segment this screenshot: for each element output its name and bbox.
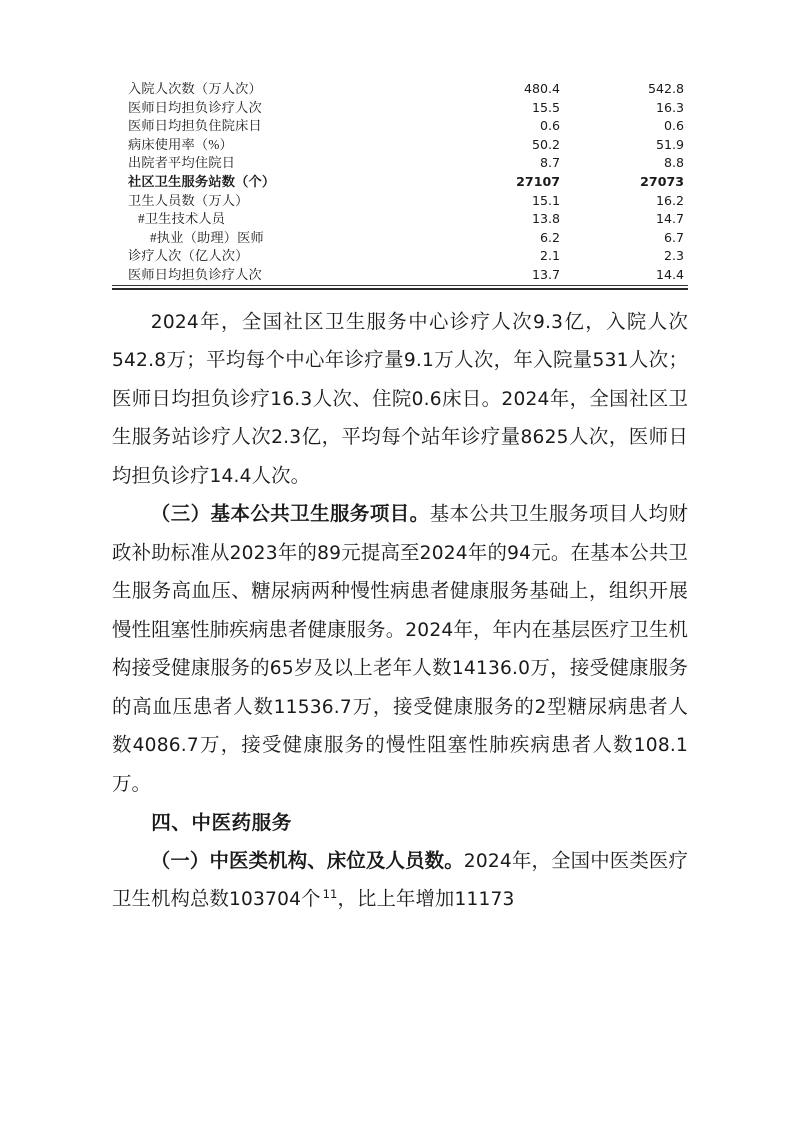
table-cell-value-col2: 16.3 — [655, 99, 684, 115]
inline-text: 万，接受健康服务的高血压患者人数 — [112, 658, 688, 718]
table-cell-value-col2: 542.8 — [647, 81, 684, 96]
inline-text: 年，年内在基层医疗卫生机构接受健康服务的 — [112, 619, 688, 680]
table-cell-value-col1: 13.7 — [440, 266, 566, 285]
inline-text: 岁及以上老年人数 — [293, 658, 452, 680]
inline-text: 人次、住院 — [312, 388, 412, 410]
table-cell-value-col2: 14.7 — [655, 211, 684, 227]
inline-number: 2024 — [405, 619, 454, 641]
table-row — [112, 210, 688, 229]
inline-text: 人次，医师日均担负诊疗 — [112, 427, 688, 487]
inline-text: 元提高至 — [341, 542, 420, 564]
table-row — [112, 173, 688, 192]
table-cell-value-col2: 8.8 — [663, 155, 684, 171]
inline-number: 2023 — [229, 542, 278, 564]
inline-text: 万；平均每个中心年诊疗量 — [166, 350, 404, 372]
table-row — [112, 154, 688, 173]
table-cell-value-col1: 50.2 — [531, 136, 560, 152]
inline-text: 个 — [301, 889, 321, 911]
table-cell-value-col1: 0.6 — [539, 118, 560, 134]
paragraph-community-health-stats — [112, 304, 688, 497]
inline-text: 万，接受健康服务的慢性阻塞性肺疾病患者人数 — [198, 735, 634, 757]
inline-number: 542.8 — [112, 350, 167, 372]
inline-text: 年，全国社区卫生服务站诊疗人次 — [112, 388, 688, 449]
inline-text: 年，全国中医类医疗卫生机构总数 — [112, 850, 688, 911]
inline-number: 4086.7 — [132, 735, 199, 757]
inline-text: 年，全国社区卫生服务中心诊疗人次 — [198, 311, 534, 333]
inline-text: 元。在基本公共卫生服务高血压、糖尿病两种慢性病患者健康服务基础上，组织开展慢性阻塞性肺疾病患者健康服务。 — [112, 542, 689, 641]
inline-text: ，比上年增加 — [337, 889, 455, 911]
table-cell-label: #执业（助理）医师 — [150, 229, 264, 245]
table-cell-value-col2: 6.7 — [663, 229, 684, 245]
inline-text: 万，接受健康服务的 — [351, 696, 535, 718]
table-row — [112, 80, 688, 99]
inline-number: 14.4 — [209, 465, 252, 487]
table-cell-label: #卫生技术人员 — [138, 211, 226, 227]
table-cell-value-col2: 2.3 — [663, 248, 684, 264]
table-row — [112, 99, 688, 118]
table-cell-value-col2: 16.2 — [655, 192, 684, 208]
paragraph-basic-public-health-services — [112, 496, 688, 804]
inline-number: 11173 — [454, 889, 515, 911]
inline-number: 103704 — [228, 889, 302, 911]
inline-number: 2024 — [419, 542, 468, 564]
table-row — [112, 192, 688, 211]
table-cell-value-col2: 0.6 — [663, 118, 684, 134]
table-row — [112, 136, 688, 155]
table-cell-value-col1: 8.7 — [539, 155, 560, 171]
inline-number: 2 — [534, 696, 547, 718]
page-content — [112, 80, 688, 920]
table-cell-value-col1: 480.4 — [523, 81, 560, 96]
table-cell-label: 医师日均担负住院床日 — [128, 118, 262, 134]
footnote-marker: 11 — [322, 886, 338, 901]
inline-subsection-heading: （三）基本公共卫生服务项目。 — [150, 504, 430, 526]
table-cell-label: 出院者平均住院日 — [128, 155, 236, 171]
inline-text: 年的 — [467, 542, 508, 564]
table-row — [112, 266, 688, 285]
inline-number: 0.6 — [411, 388, 442, 410]
table-cell-label: 社区卫生服务站数（个） — [128, 173, 276, 189]
inline-text: 万。 — [112, 773, 151, 795]
paragraph-tcm-institutions — [112, 843, 688, 920]
inline-number: 11536.7 — [273, 696, 352, 718]
inline-number: 9.3 — [533, 311, 564, 333]
table-cell-label: 入院人次数（万人次） — [128, 81, 262, 96]
inline-text: 人次；医师日均担负诊疗 — [112, 350, 688, 410]
table-row — [112, 229, 688, 248]
inline-number: 2.3 — [271, 427, 302, 449]
inline-text: 床日。 — [441, 388, 502, 410]
inline-text: 万人次，年入院量 — [434, 350, 593, 372]
inline-number: 108.1 — [633, 735, 688, 757]
table-cell-label: 医师日均担负诊疗人次 — [128, 99, 262, 115]
table-cell-value-col1: 6.2 — [539, 229, 560, 245]
inline-text: 亿，入院人次 — [563, 311, 688, 333]
table-cell-value-col1: 15.1 — [531, 192, 560, 208]
inline-text: 亿，平均每个站年诊疗量 — [301, 427, 521, 449]
table-cell-value-col2: 51.9 — [655, 136, 684, 152]
statistics-table-wrapper — [112, 80, 688, 290]
inline-number: 2024 — [463, 850, 512, 872]
table-cell-value-col1: 15.5 — [531, 99, 560, 115]
inline-number: 2024 — [501, 388, 550, 410]
inline-number: 8625 — [520, 427, 569, 449]
table-cell-value-col2: 27073 — [640, 173, 684, 189]
inline-number: 2024 — [150, 311, 199, 333]
inline-number: 14136.0 — [451, 658, 531, 680]
inline-number: 16.3 — [270, 388, 313, 410]
table-row — [112, 117, 688, 136]
inline-text: 年的 — [277, 542, 318, 564]
table-cell-label: 诊疗人次（亿人次） — [128, 248, 249, 264]
section-heading-tcm-services: 四、中医药服务 — [151, 811, 292, 835]
inline-number: 89 — [317, 542, 342, 564]
table-cell-value-col1: 13.8 — [531, 211, 560, 227]
inline-number: 531 — [592, 350, 629, 372]
inline-number: 94 — [507, 542, 532, 564]
inline-text: 基本公共卫生服务项目人均财政补助标准从 — [112, 504, 688, 564]
inline-number: 9.1 — [403, 350, 435, 372]
table-cell-label: 病床使用率（%） — [128, 136, 233, 152]
table-row — [112, 247, 688, 266]
table-body — [112, 80, 688, 285]
table-cell-value-col2: 14.4 — [566, 266, 688, 285]
inline-text: 型糖尿病患者人数 — [112, 696, 689, 757]
inline-number: 65 — [269, 658, 294, 680]
table-cell-label: 医师日均担负诊疗人次 — [112, 266, 440, 285]
table-cell-value-col1: 27107 — [516, 173, 560, 189]
inline-subsection-heading: （一）中医类机构、床位及人员数。 — [150, 850, 464, 872]
inline-text: 人次。 — [251, 465, 311, 487]
table-cell-label: 卫生人员数（万人） — [128, 192, 249, 208]
table-cell-value-col1: 2.1 — [539, 248, 560, 264]
community-health-statistics-table — [112, 80, 688, 286]
